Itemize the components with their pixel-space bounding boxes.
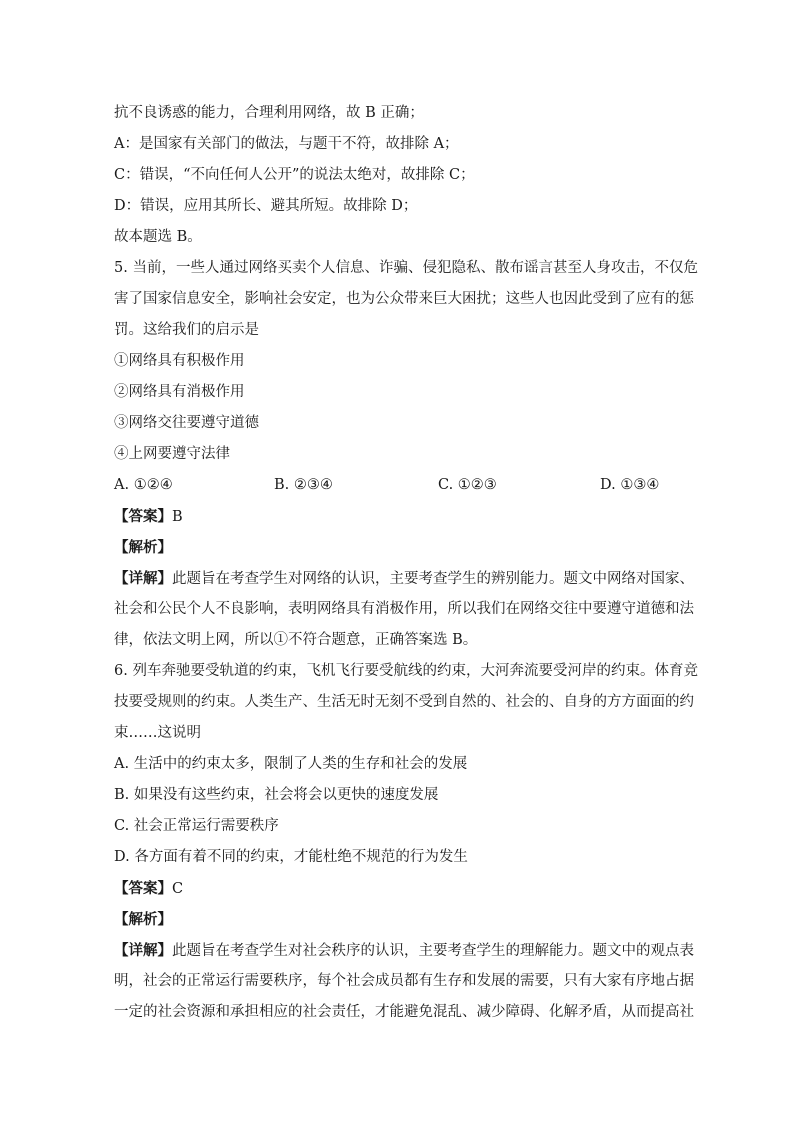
answer-tag: 【答案】 xyxy=(114,508,172,525)
q6-detail: 明，社会的正常运行需要秩序，每个社会成员都有生存和发展的需要，只有大家有序地占据 xyxy=(114,973,694,989)
q5-item: ①网络具有积极作用 xyxy=(114,353,245,369)
text-line: C：错误，“不向任何人公开”的说法太绝对，故排除 C； xyxy=(114,167,475,183)
analysis-tag: 【解析】 xyxy=(114,911,172,928)
q5-option-c: C. ①②③ xyxy=(438,477,497,493)
q5-item: ②网络具有消极作用 xyxy=(114,384,245,400)
q5-option-b: B. ②③④ xyxy=(274,477,333,493)
q6-option-d: D. 各方面有着不同的约束，才能杜绝不规范的行为发生 xyxy=(114,849,468,865)
q5-item: ④上网要遵守法律 xyxy=(114,446,230,462)
q5-options xyxy=(114,470,684,501)
q5-item: ③网络交往要遵守道德 xyxy=(114,415,259,431)
q6-stem: 技要受规则的约束。人类生产、生活无时无刻不受到自然的、社会的、自身的方方面面的约 xyxy=(114,694,694,710)
q6-detail xyxy=(114,935,694,966)
text-line: 抗不良诱惑的能力，合理利用网络，故 B 正确； xyxy=(114,105,424,121)
detail-text: 此题旨在考查学生对网络的认识，主要考查学生的辨别能力。题文中网络对国家、 xyxy=(172,571,694,587)
q6-stem: 6. 列车奔驰要受轨道的约束，飞机飞行要受航线的约束，大河奔流要受河岸的约束。体育竞 xyxy=(114,663,698,679)
text-line: 故本题选 B。 xyxy=(114,229,202,245)
q6-analysis xyxy=(114,904,684,935)
text-line: D：错误，应用其所长、避其所短。故排除 D； xyxy=(114,198,418,214)
q5-option-a: A. ①②④ xyxy=(114,477,173,493)
q6-detail: 一定的社会资源和承担相应的社会责任，才能避免混乱、减少障碍、化解矛盾，从而提高社 xyxy=(114,1004,694,1020)
q5-answer xyxy=(114,501,684,532)
q6-option-a: A. 生活中的约束太多，限制了人类的生存和社会的发展 xyxy=(114,756,468,772)
q6-option-b: B. 如果没有这些约束，社会将会以更快的速度发展 xyxy=(114,787,439,803)
answer-tag: 【答案】 xyxy=(114,880,172,897)
q5-stem: 害了国家信息安全，影响社会安定，也为公众带来巨大困扰；这些人也因此受到了应有的惩 xyxy=(114,291,694,307)
q5-detail xyxy=(114,563,694,594)
detail-tag: 【详解】 xyxy=(114,570,172,587)
answer-value: B xyxy=(172,509,183,525)
q6-stem: 束……这说明 xyxy=(114,725,201,741)
q5-detail: 律，依法文明上网，所以①不符合题意，正确答案选 B。 xyxy=(114,632,478,648)
answer-value: C xyxy=(172,881,184,897)
q5-stem: 5. 当前，一些人通过网络买卖个人信息、诈骗、侵犯隐私、散布谣言甚至人身攻击，不仅危 xyxy=(114,260,698,276)
analysis-tag: 【解析】 xyxy=(114,539,172,556)
detail-tag: 【详解】 xyxy=(114,942,172,959)
q5-detail: 社会和公民个人不良影响，表明网络具有消极作用，所以我们在网络交往中要遵守道德和法 xyxy=(114,601,694,617)
q6-option-c: C. 社会正常运行需要秩序 xyxy=(114,818,279,834)
q6-answer xyxy=(114,873,684,904)
q5-analysis xyxy=(114,532,684,563)
q5-stem: 罚。这给我们的启示是 xyxy=(114,322,259,338)
q5-option-d: D. ①③④ xyxy=(600,477,660,493)
document-content xyxy=(114,98,698,1028)
detail-text: 此题旨在考查学生对社会秩序的认识，主要考查学生的理解能力。题文中的观点表 xyxy=(172,943,694,959)
text-line: A：是国家有关部门的做法，与题干不符，故排除 A； xyxy=(114,136,459,152)
